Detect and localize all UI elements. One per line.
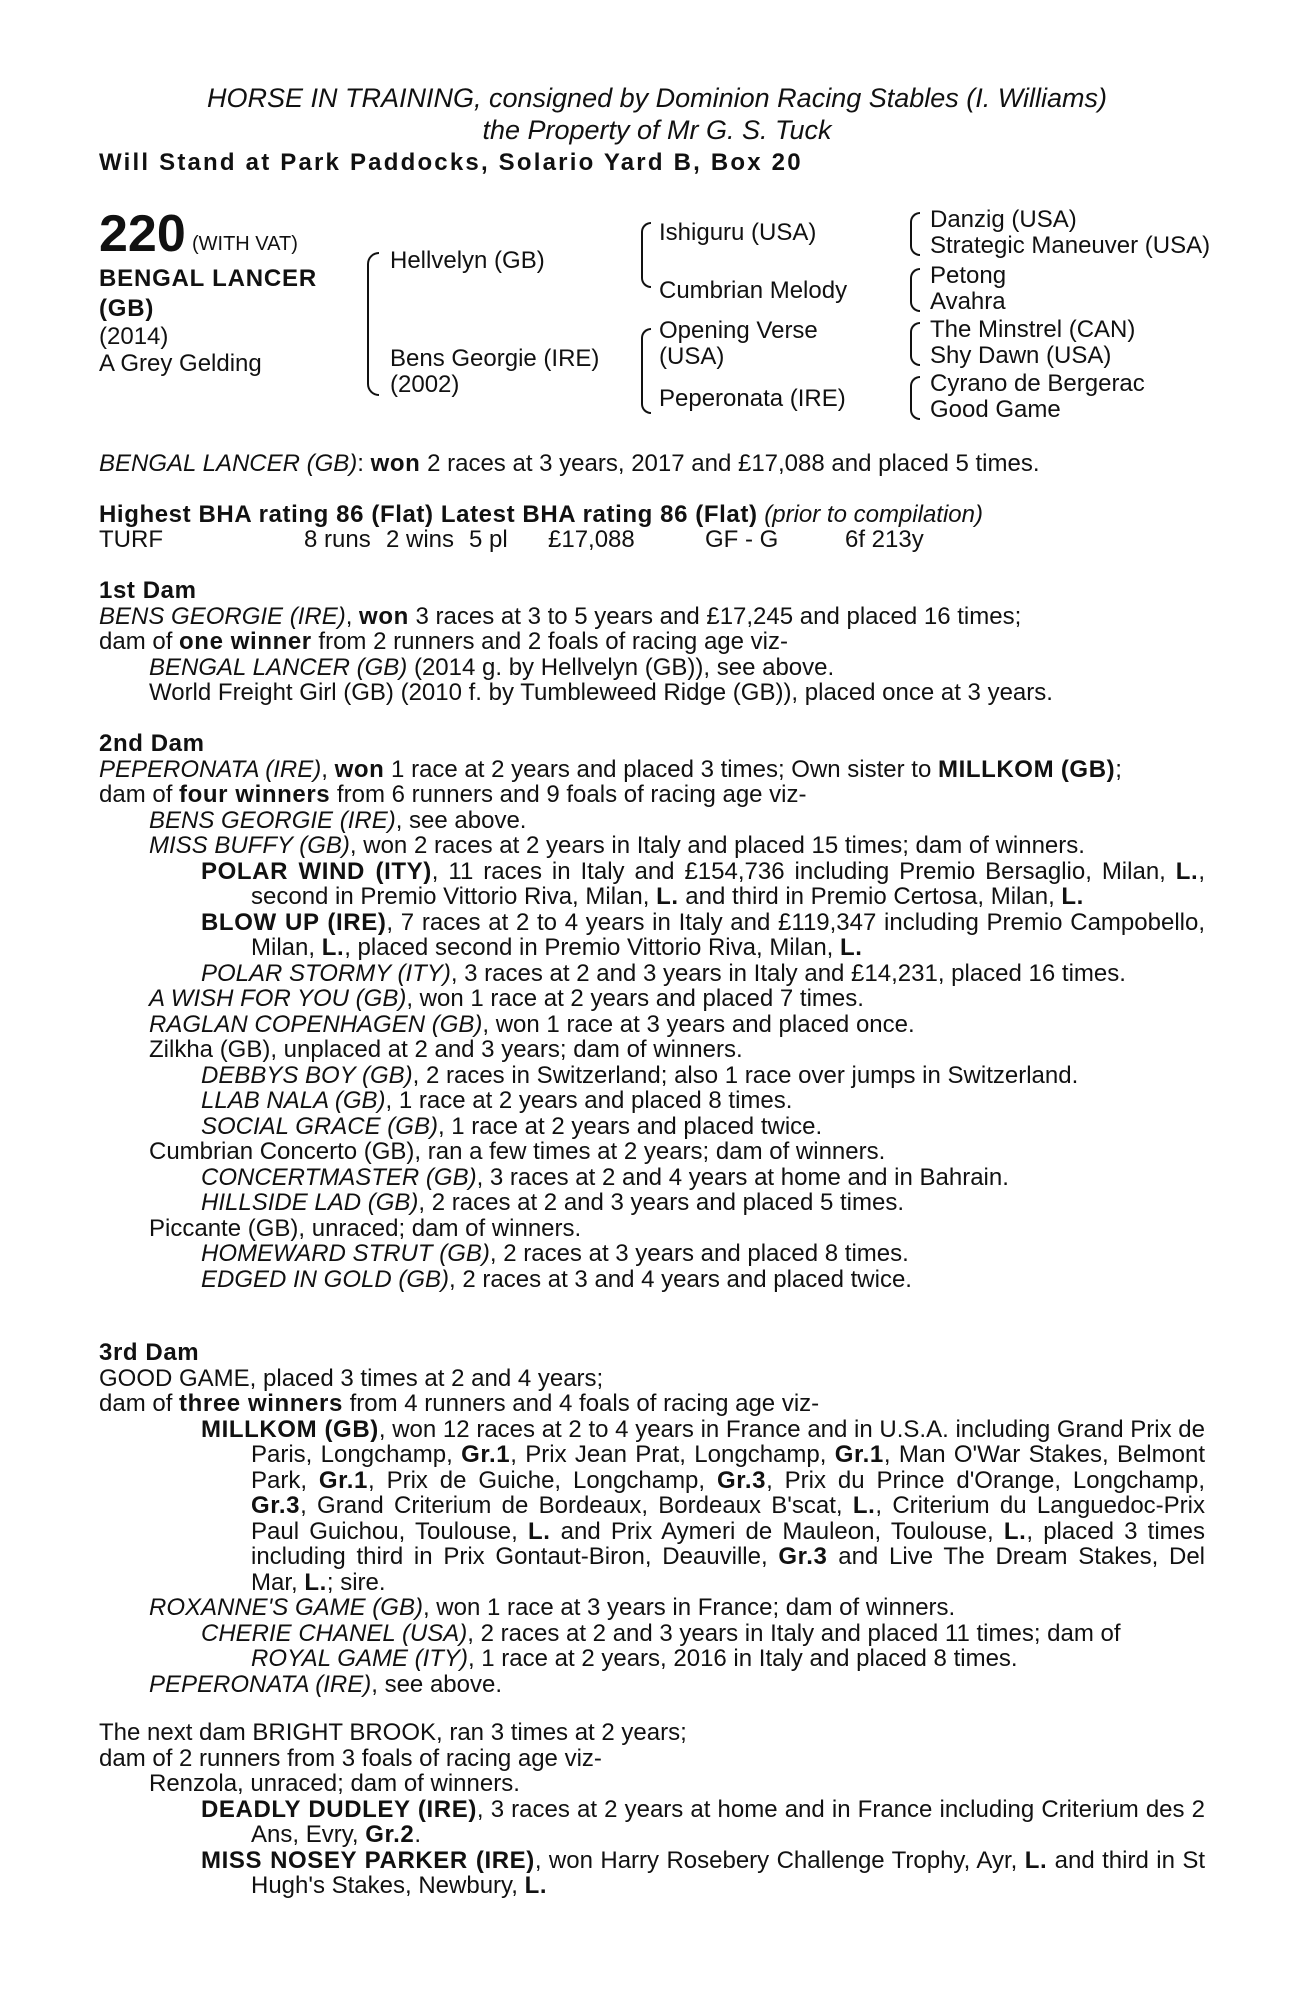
millkom-t5: , Prix du Prince d'Orange, Longchamp, — [766, 1466, 1205, 1494]
polar-wind-post: , 11 races in Italy and £154,736 including Premio Bersaglio, Milan, — [431, 857, 1166, 885]
first-dam-produce-pre: dam of — [99, 628, 180, 655]
rating-distance: 6f 213y — [845, 526, 924, 553]
millkom-gr3-a: Gr.3 — [716, 1466, 767, 1494]
pedigree-dam-sire-line2: (USA) — [659, 343, 725, 370]
second-dam-produce-bold: four winners — [179, 781, 331, 808]
pedigree-sd-dam: Avahra — [930, 288, 1006, 315]
miss-buffy-name: MISS BUFFY (GB) — [149, 832, 350, 859]
polar-stormy-name: POLAR STORMY (ITY) — [201, 959, 451, 987]
homeward-strut-name: HOMEWARD STRUT (GB) — [201, 1240, 490, 1267]
polar-wind-l-a: L. — [1175, 857, 1199, 885]
first-dam-section: 1st Dam BENS GEORGIE (IRE), won 3 races at 3 to 5 years and £17,245 and placed 16 times; dam of one winner from 2 runners and 2 foals of racing age viz- BENGAL LANCER (GB) (2014 g. by Hellvelyn (GB)), see above. World Freight Girl (GB) (2010 f. by Tumbleweed Ridge (GB)), placed once at 3 years. — [99, 578, 1205, 706]
millkom-l-c: L. — [1003, 1517, 1027, 1545]
pedigree-sire: Hellvelyn (GB) — [390, 247, 545, 274]
millkom-t4: , Prix de Guiche, Longchamp, — [368, 1466, 717, 1494]
bright-brook-line: The next dam BRIGHT BROOK, ran 3 times at 2 years; — [99, 1719, 687, 1746]
zilkha-line: Zilkha (GB), unplaced at 2 and 3 years; dam of winners. — [149, 1036, 743, 1063]
millkom-gr1-a: Gr.1 — [461, 1441, 511, 1468]
first-dam-name: BENS GEORGIE (IRE) — [99, 602, 346, 630]
polar-wind-l-b: L. — [656, 883, 679, 910]
rating-line — [99, 502, 1205, 528]
pedigree-ds-dam: Shy Dawn (USA) — [930, 342, 1112, 369]
debbys-boy-post: , 2 races in Switzerland; also 1 race over jumps in Switzerland. — [412, 1061, 1079, 1089]
first-dam-foal-1: BENGAL LANCER (GB) — [149, 653, 408, 681]
hillside-lad-post: , 2 races at 2 and 3 years and placed 5 times. — [418, 1189, 905, 1216]
a-wish-post: , won 1 race at 2 years and placed 7 times. — [406, 985, 864, 1012]
summary-name: BENGAL LANCER (GB) — [99, 450, 358, 477]
millkom-l-b: L. — [527, 1517, 551, 1545]
blow-up-name: BLOW UP (IRE) — [201, 908, 387, 936]
brace-dd — [910, 376, 920, 420]
pedigree-dd-sire: Cyrano de Bergerac — [930, 370, 1145, 397]
brace-dam — [641, 328, 651, 414]
cumbrian-concerto-line: Cumbrian Concerto (GB), ran a few times at 2 years; dam of winners. — [149, 1138, 886, 1165]
first-dam-won: won — [359, 602, 409, 630]
miss-nosey-parker-and: and — [1047, 1846, 1095, 1874]
social-grace-name: SOCIAL GRACE (GB) — [201, 1112, 438, 1140]
roxanne-post: , won 1 race at 3 years in France; dam of winners. — [422, 1594, 956, 1621]
polar-stormy-post: , 3 races at 2 and 3 years in Italy and £14,231, placed 16 times. — [450, 959, 1126, 987]
roxanne-name: ROXANNE'S GAME (GB) — [149, 1594, 423, 1621]
blow-up-campobello: Campobello, Milan, — [251, 908, 1205, 961]
millkom-t3: , Man O'War Stakes, Belmont Park, — [251, 1441, 1205, 1494]
third-dam-produce-post: from 4 runners and 4 foals of racing age viz- — [342, 1390, 820, 1417]
first-dam-foal-1-post: (2014 g. by Hellvelyn (GB)), see above. — [407, 653, 835, 681]
header-consignor: HORSE IN TRAINING, consigned by Dominion Racing Stables (I. Williams) — [206, 83, 1108, 113]
horse-name-line2: (GB) — [99, 295, 155, 322]
pedigree-sire-dam: Cumbrian Melody — [659, 277, 848, 304]
lot-vat: (WITH VAT) — [192, 233, 298, 255]
brace-sire — [641, 222, 651, 288]
polar-wind-l-c: L. — [1061, 883, 1084, 910]
millkom-t1: , won 12 races at 2 to 4 years in France and in U.S.A. including Grand Prix de Paris, Longchamp, — [251, 1415, 1206, 1468]
horse-name — [99, 264, 317, 324]
millkom-l-a: L. — [852, 1492, 876, 1519]
millkom-l-d: L. — [304, 1568, 327, 1596]
millkom-t8: and Prix Aymeri de Mauleon, Toulouse, — [550, 1517, 1004, 1545]
llab-nala-post: , 1 race at 2 years and placed 8 times. — [385, 1087, 793, 1114]
pedigree-sd-sire: Petong — [930, 262, 1007, 289]
first-dam-produce-post: from 2 runners and 2 foals of racing age viz- — [311, 628, 788, 655]
second-dam-name: PEPERONATA (IRE) — [99, 755, 322, 783]
peperonata-post: , see above. — [371, 1670, 503, 1698]
lot-number: 220 — [99, 205, 186, 263]
race-summary: BENGAL LANCER (GB): won 2 races at 3 years, 2017 and £17,088 and placed 5 times. — [99, 450, 1040, 477]
rating-placed: 5 pl — [469, 526, 508, 553]
royal-game-name: ROYAL GAME (ITY) — [251, 1645, 468, 1672]
pedigree-ss-dam: Strategic Maneuver (USA) — [930, 232, 1211, 259]
renzola-line: Renzola, unraced; dam of winners. — [149, 1770, 520, 1797]
pedigree-dam-line1: Bens Georgie (IRE) — [390, 345, 600, 372]
third-dam-heading: 3rd Dam — [99, 1339, 200, 1366]
horse-name-line1: BENGAL LANCER — [99, 265, 317, 292]
first-dam-produce-bold: one winner — [179, 628, 312, 655]
miss-buffy-post: , won 2 races at 2 years in Italy and placed 15 times; dam of winners. — [349, 832, 1085, 859]
second-dam-produce-pre: dam of — [99, 781, 180, 808]
bens-georgie-post: , see above. — [395, 806, 527, 834]
next-dam-section — [99, 1720, 1205, 1899]
raglan-post: , won 1 race at 3 years and placed once. — [482, 1010, 915, 1038]
pedigree-dam-line2: (2002) — [390, 371, 460, 398]
third-dam-produce-pre: dam of — [99, 1390, 180, 1417]
rating-runs: 8 runs — [304, 526, 371, 553]
horse-year: (2014) — [99, 323, 169, 350]
deadly-dudley-end: . — [414, 1821, 422, 1848]
a-wish-name: A WISH FOR YOU (GB) — [149, 985, 407, 1012]
millkom-gr1-c: Gr.1 — [318, 1466, 369, 1494]
rating-wins: 2 wins — [386, 526, 455, 553]
deadly-dudley-gr2: Gr.2 — [365, 1821, 415, 1848]
rating-note: (prior to compilation) — [764, 501, 983, 528]
millkom-paragraph — [99, 1417, 1205, 1596]
rating-earnings: £17,088 — [548, 526, 635, 553]
bens-georgie-name: BENS GEORGIE (IRE) — [149, 806, 396, 834]
debbys-boy-name: DEBBYS BOY (GB) — [201, 1061, 413, 1089]
pedigree-dam-dam: Peperonata (IRE) — [659, 385, 846, 412]
pedigree-sire-sire: Ishiguru (USA) — [659, 219, 817, 246]
millkom-gr1-b: Gr.1 — [834, 1441, 884, 1468]
homeward-strut-post: , 2 races at 3 years and placed 8 times. — [489, 1240, 909, 1267]
millkom-gr3-c: Gr.3 — [778, 1543, 828, 1570]
second-dam-produce-post: from 6 runners and 9 foals of racing age viz- — [330, 781, 807, 808]
blow-up-l-a: L. — [321, 934, 345, 961]
millkom-t9: , placed 3 times including third in Prix Gontaut-Biron, Deauville, — [251, 1517, 1205, 1570]
first-dam-heading: 1st Dam — [99, 577, 197, 604]
header-location: Will Stand at Park Paddocks, Solario Yard B, Box 20 — [99, 149, 803, 176]
polar-wind-third: and third in Premio Certosa, Milan, — [678, 883, 1062, 910]
edged-in-gold-name: EDGED IN GOLD (GB) — [201, 1265, 450, 1293]
concertmaster-post: , 3 races at 2 and 4 years at home and in Bahrain. — [476, 1163, 1009, 1191]
horse-description: A Grey Gelding — [99, 350, 262, 377]
millkom-name: MILLKOM (GB) — [201, 1415, 379, 1443]
second-dam-heading: 2nd Dam — [99, 730, 205, 757]
bright-brook-produce: dam of 2 runners from 3 foals of racing age viz- — [99, 1744, 602, 1772]
brace-gen1 — [367, 252, 379, 396]
deadly-dudley-post: , 3 races at 2 years at home and in France including — [476, 1795, 1035, 1823]
pedigree-ds-sire: The Minstrel (CAN) — [930, 316, 1136, 343]
miss-nosey-parker-l-b: L. — [524, 1872, 548, 1899]
brace-sd — [910, 268, 920, 312]
millkom-t10: and Live The Dream Stakes, Del Mar, — [251, 1543, 1206, 1596]
second-dam-record: 1 race at 2 years and placed 3 times; Own sister to — [384, 755, 938, 783]
blow-up-second: , placed second in Premio Vittorio Riva, Milan, — [344, 934, 841, 961]
miss-nosey-parker-name: MISS NOSEY PARKER (IRE) — [201, 1846, 535, 1874]
second-dam-won: won — [334, 755, 385, 783]
miss-nosey-parker-post: , won Harry Rosebery Challenge Trophy, Ayr, — [534, 1846, 1025, 1874]
millkom-t7: , Criterium du Languedoc-Prix Paul Guichou, Toulouse, — [251, 1492, 1205, 1545]
third-dam-produce-bold: three winners — [179, 1390, 343, 1417]
millkom-t11: ; sire. — [326, 1568, 386, 1596]
second-dam-sister-gb: (GB) — [1060, 755, 1116, 783]
third-dam-section — [99, 1340, 1205, 1697]
raglan-name: RAGLAN COPENHAGEN (GB) — [149, 1010, 483, 1038]
rating-going: GF - G — [705, 526, 779, 553]
header-property: the Property of Mr G. S. Tuck — [482, 115, 832, 145]
brace-ss — [910, 212, 920, 256]
edged-in-gold-post: , 2 races at 3 and 4 years and placed twice. — [449, 1265, 912, 1293]
second-dam-sister-bold: MILLKOM — [937, 755, 1055, 783]
first-dam-record: 3 races at 3 to 5 years and £17,245 and placed 16 times; — [408, 602, 1022, 630]
piccante-line: Piccante (GB), unraced; dam of winners. — [149, 1214, 582, 1242]
social-grace-post: , 1 race at 2 years and placed twice. — [437, 1112, 823, 1140]
millkom-t6: , Grand Criterium de Bordeaux, Bordeaux B'scat, — [300, 1492, 853, 1519]
good-game-line: GOOD GAME, placed 3 times at 2 and 4 years; — [99, 1364, 604, 1392]
cherie-chanel-name: CHERIE CHANEL (USA) — [201, 1619, 468, 1647]
summary-won: won — [370, 450, 421, 477]
royal-game-post: , 1 race at 2 years, 2016 in Italy and placed 8 times. — [467, 1645, 1018, 1672]
second-dam-section: 2nd Dam PEPERONATA (IRE), won 1 race at 2 years and placed 3 times; Own sister to MILLKOM (GB); dam of four winners from 6 runners and 9 foals of racing age viz- BENS GEORGIE (IRE), see above. MISS BUFFY (GB), won 2 races at 2 years in Italy and placed 15 times; dam of winners. POLAR WIND (ITY), 11 races in Italy and £154,736 including Premio Bersaglio, Milan, L., second in Premio Vittorio Riva, Milan, L. and third in Premio Certosa, Milan, L. BLOW UP (IRE), 7 races at 2 to 4 years in Italy and £119,347 including Premio Campobello, Milan, L., placed second in Premio Vittorio Riva, Milan, L. POLAR STORMY (ITY), 3 races at 2 and 3 years in Italy and £14,231, placed 16 times. A WISH FOR YOU (GB), won 1 race at 2 years and placed 7 times. RAGLAN COPENHAGEN (GB), won 1 race at 3 years and placed once. Zilkha (GB), unplaced at 2 and 3 years; dam of winners. DEBBYS BOY (GB), 2 races in Switzerland; also 1 race over jumps in Switzerland. LLAB NALA (GB), 1 race at 2 years and placed 8 times. SOCIAL GRACE (GB), 1 race at 2 years and placed twice. Cumbrian Concerto (GB), ran a few times at 2 years; dam of winners. CONCERTMASTER (GB), 3 races at 2 and 4 years at home and in Bahrain. HILLSIDE LAD (GB), 2 races at 2 and 3 years and placed 5 times. Piccante (GB), unraced; dam of winners. HOMEWARD STRUT (GB), 2 races at 3 years and placed 8 times. EDGED IN GOLD (GB), 2 races at 3 and 4 years and placed twice. — [99, 730, 1205, 1293]
blow-up-post: , 7 races at 2 to 4 years in Italy and £119,347 including Premio — [386, 908, 1063, 936]
peperonata-name: PEPERONATA (IRE) — [149, 1670, 372, 1698]
brace-ds — [910, 322, 920, 366]
cherie-chanel-post: , 2 races at 2 and 3 years in Italy and placed 11 times; dam of — [467, 1619, 1121, 1647]
millkom-t2: , Prix Jean Prat, Longchamp, — [510, 1441, 835, 1468]
polar-wind-second: , second in Premio Vittorio Riva, Milan, — [251, 857, 1205, 910]
pedigree-dam-sire-line1: Opening Verse — [659, 317, 818, 344]
millkom-gr3-b: Gr.3 — [251, 1492, 301, 1519]
blow-up-l-b: L. — [840, 934, 863, 961]
llab-nala-name: LLAB NALA (GB) — [201, 1087, 386, 1114]
pedigree-dd-dam: Good Game — [930, 396, 1061, 423]
rating-surface: TURF — [99, 526, 163, 553]
deadly-dudley-name: DEADLY DUDLEY (IRE) — [201, 1795, 477, 1823]
miss-nosey-parker-third: third in St Hugh's Stakes, Newbury, — [251, 1846, 1206, 1899]
rating-bold: Highest BHA rating 86 (Flat) Latest BHA rating 86 (Flat) — [99, 501, 758, 528]
concertmaster-name: CONCERTMASTER (GB) — [201, 1163, 477, 1191]
polar-wind-name: POLAR WIND (ITY) — [201, 857, 432, 885]
pedigree-ss-sire: Danzig (USA) — [930, 206, 1077, 233]
first-dam-foal-2: World Freight Girl (GB) (2010 f. by Tumbleweed Ridge (GB)), placed once at 3 years. — [149, 679, 1053, 706]
miss-nosey-parker-l-a: L. — [1024, 1846, 1048, 1874]
hillside-lad-name: HILLSIDE LAD (GB) — [201, 1189, 419, 1216]
summary-text: 2 races at 3 years, 2017 and £17,088 and placed 5 times. — [420, 450, 1040, 477]
deadly-dudley-criterium: Criterium des 2 Ans, Evry, — [251, 1795, 1205, 1848]
